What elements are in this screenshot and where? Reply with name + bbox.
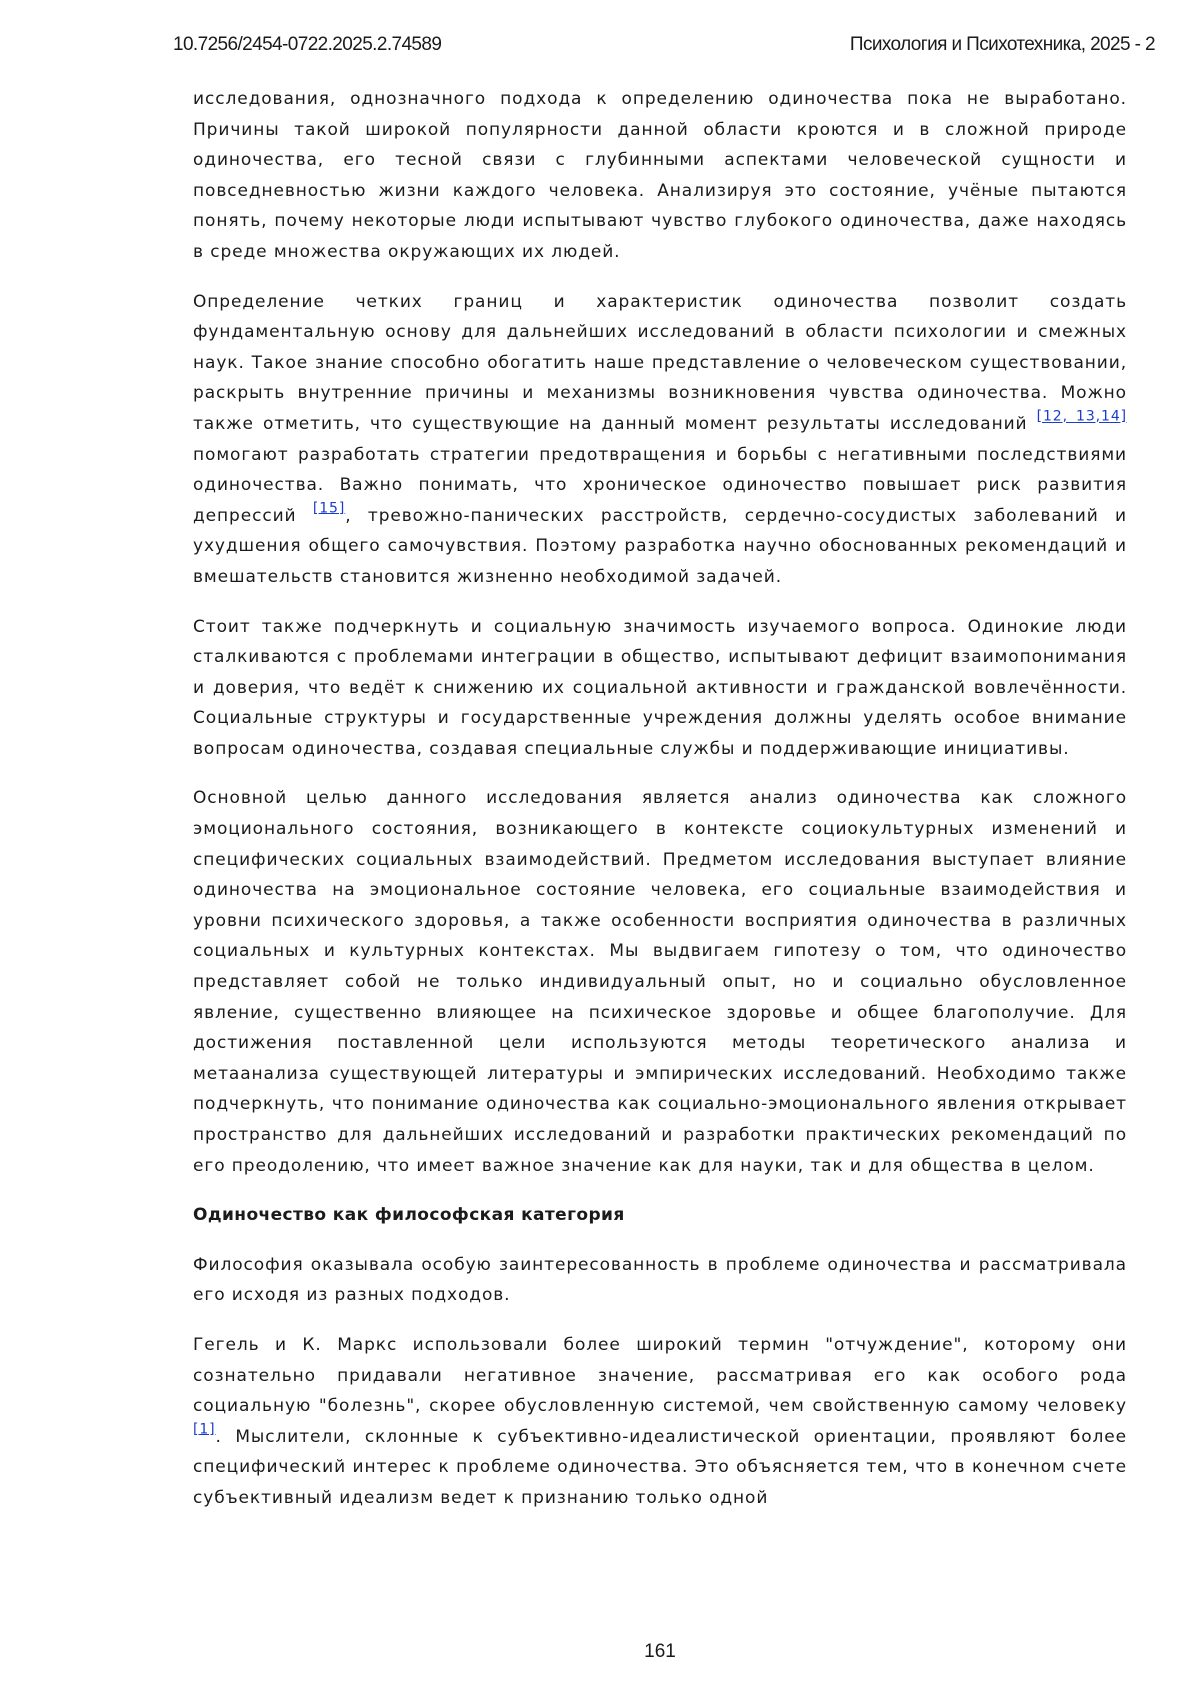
citation-ref [313,500,345,516]
page-number: 161 [644,1641,676,1662]
paragraph-text: , тревожно-панических расстройств, сердечно-сосудистых заболеваний и ухудшения общего самочувствия. Поэтому разработка научно обоснованных рекомендаций и вмешательств становится жизненно необходимой задачей. [193,505,1127,587]
paragraph-text: помогают разработать стратегии предотвращения и борьбы с негативными последствиями одиночества. Важно понимать, что хроническое одиночество повышает риск развития депрессий [193,444,1127,526]
paragraph-text: Определение четких границ и характеристик одиночества позволит создать фундаментальную основу для дальнейших исследований в области психологии и смежных наук. Такое знание способно обогатить наше представление о человеческом существовании, раскрыть внутренние причины и механизмы возникновения чувства одиночества. Можно также отметить, что существующие на данный момент результаты исследований [193,291,1127,434]
paragraph-hegel-marx [193,1330,1127,1514]
citation-ref [1037,409,1127,425]
paragraph-text: Гегель и К. Маркс использовали более широкий термин "отчуждение", которому они сознательно придавали негативное значение, рассматривая его как особого рода социальную "болезнь", скорее обусловленную системой, чем свойственную самому человеку [193,1334,1127,1417]
citation-ref [193,1421,216,1437]
journal-header: Психология и Психотехника, 2025 - 2 [849,34,1155,55]
article-body [193,84,1127,1533]
citation-link-12-13-14[interactable]: [12, 13,14] [1036,408,1127,425]
paragraph-philosophy: Философия оказывала особую заинтересованность в проблеме одиночества и рассматривала его исходя из разных подходов. [193,1254,1127,1306]
section-heading: Одиночество как философская категория [193,1205,625,1226]
paragraph-boundaries [193,287,1127,593]
paragraph-social-significance: Стоит также подчеркнуть и социальную значимость изучаемого вопроса. Одинокие люди сталкиваются с проблемами интеграции в общество, испытывают дефицит взаимопонимания и доверия, что ведёт к снижению их социальной активности и гражданской вовлечённости. Социальные структуры и государственные учреждения должны уделять особое внимание вопросам одиночества, создавая специальные службы и поддерживающие инициативы. [193,616,1127,759]
citation-link-15[interactable]: [15] [312,500,346,517]
paragraph-research-aim: Основной целью данного исследования является анализ одиночества как сложного эмоционального состояния, возникающего в контексте социокультурных изменений и специфических социальных взаимодействий. Предметом исследования выступает влияние одиночества на эмоциональное состояние человека, его социальные взаимодействия и уровни психического здоровья, а также особенности восприятия одиночества в различных социальных и культурных контекстах. Мы выдвигаем гипотезу о том, что одиночество представляет собой не только индивидуальный опыт, но и социально обусловленное явление, существенно влияющее на психическое здоровье и общее благополучие. Для достижения поставленной цели используются методы теоретического анализа и метаанализа существующей литературы и эмпирических исследований. Необходимо также подчеркнуть, что понимание одиночества как социально-эмоционального явления открывает пространство для дальнейших исследований и разработки практических рекомендаций по его преодолению, что имеет важное значение как для науки, так и для общества в целом. [193,788,1127,1176]
doi-header: 10.7256/2454-0722.2025.2.74589 [173,34,442,55]
paragraph-text: . Мыслители, склонные к субъективно-идеалистической ориентации, проявляют более специфический интерес к проблеме одиночества. Это объясняется тем, что в конечном счете субъективный идеализм ведет к признанию только одной [193,1426,1127,1508]
paragraph-intro-continued: исследования, однозначного подхода к определению одиночества пока не выработано. Причины такой широкой популярности данной области кроются и в сложной природе одиночества, его тесной связи с глубинными аспектами человеческой сущности и повседневностью жизни каждого человека. Анализируя это состояние, учёные пытаются понять, почему некоторые люди испытывают чувство глубокого одиночества, даже находясь в среде множества окружающих их людей. [193,89,1127,262]
citation-link-1[interactable]: [1] [193,1421,216,1438]
